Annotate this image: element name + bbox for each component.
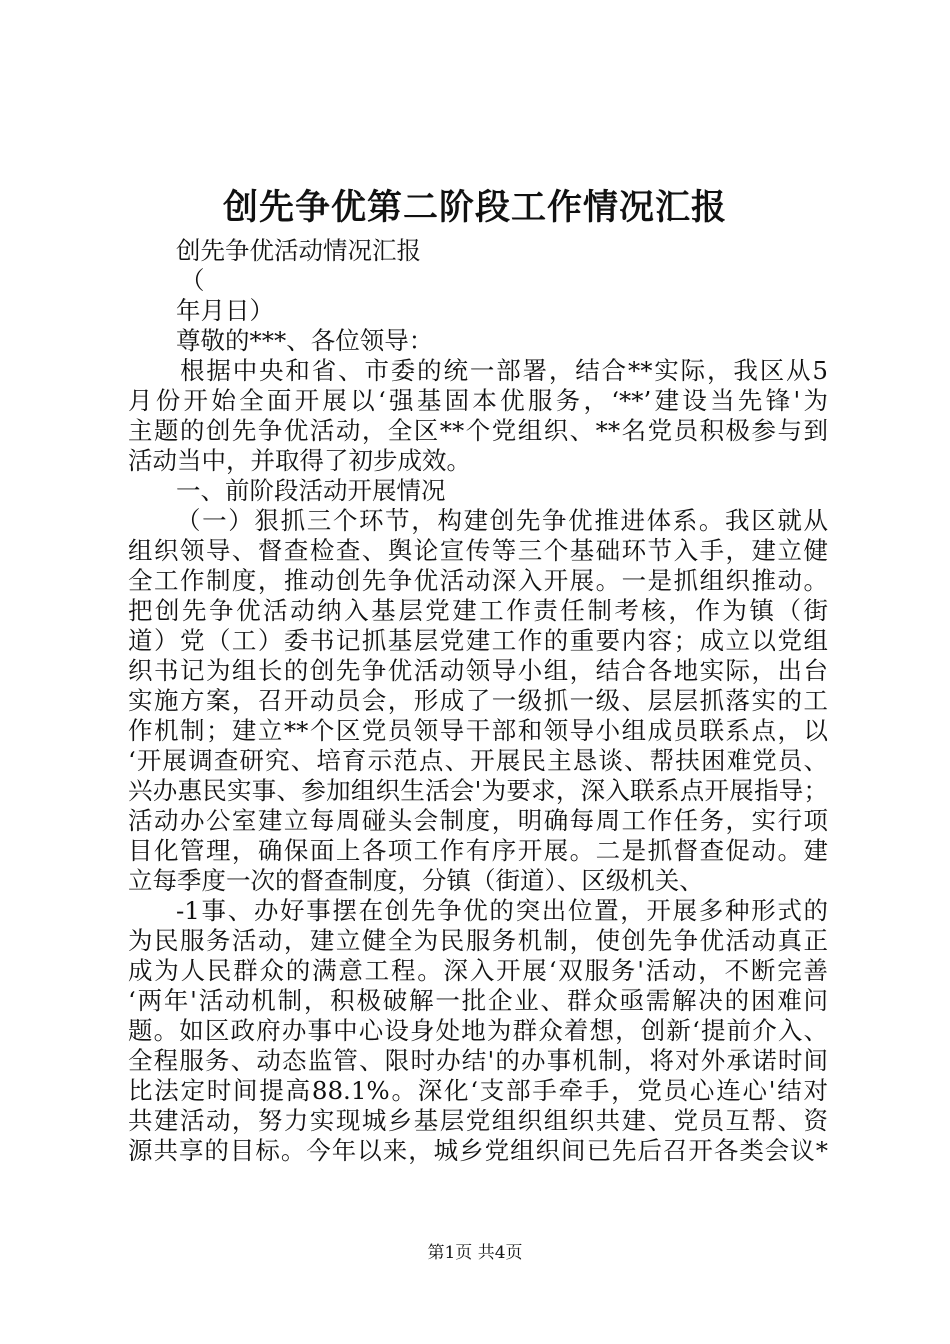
paragraph-line: 全程服务、动态监管、限时办结'的办事机制，将对外承诺时间 — [128, 1046, 828, 1075]
paragraph-line: 活动当中，并取得了初步成效。 — [128, 446, 471, 475]
date-line: 年月日） — [176, 296, 274, 325]
paragraph-line: 立每季度一次的督查制度，分镇（街道）、区级机关、 — [128, 866, 704, 895]
paragraph-line: 织书记为组长的创先争优活动领导小组，结合各地实际，出台 — [128, 656, 828, 685]
paragraph-line: （一）狠抓三个环节，构建创先争优推进体系。我区就从 — [176, 506, 828, 535]
paragraph-line: 题。如区政府办事中心设身处地为群众着想，创新‘提前介入、 — [128, 1016, 828, 1045]
paragraph-line: 成为人民群众的满意工程。深入开展‘双服务'活动，不断完善 — [128, 956, 828, 985]
paragraph-line: 比法定时间提高88.1%。深化‘支部手牵手，党员心连心'结对 — [128, 1076, 828, 1105]
paragraph-line: 活动办公室建立每周碰头会制度，明确每周工作任务，实行项 — [128, 806, 828, 835]
paragraph-line: ‘开展调查研究、培育示范点、开展民主恳谈、帮扶困难党员、 — [128, 746, 828, 775]
page-footer: 第1页 共4页 — [427, 1243, 523, 1263]
paragraph-line: 月份开始全面开展以‘强基固本优服务，‘**’建设当先锋'为 — [128, 386, 828, 415]
paragraph-line: 实施方案，召开动员会，形成了一级抓一级、层层抓落实的工 — [128, 686, 828, 715]
paragraph-line: 为民服务活动，建立健全为民服务机制，使创先争优活动真正 — [128, 926, 828, 955]
paragraph-line: 源共享的目标。今年以来，城乡党组织间已先后召开各类会议* — [128, 1136, 828, 1165]
section-heading: 一、前阶段活动开展情况 — [176, 476, 446, 505]
paragraph-line: 兴办惠民实事、参加组织生活会'为要求，深入联系点开展指导； — [128, 776, 828, 805]
salutation-line: 尊敬的***、各位领导： — [176, 326, 434, 355]
paragraph-line: 共建活动，努力实现城乡基层党组织组织共建、党员互帮、资 — [128, 1106, 828, 1135]
paragraph-line: 目化管理，确保面上各项工作有序开展。二是抓督查促动。建 — [128, 836, 828, 865]
paragraph-line: 道）党（工）委书记抓基层党建工作的重要内容；成立以党组 — [128, 626, 828, 655]
paragraph-line: 主题的创先争优活动，全区**个党组织、**名党员积极参与到 — [128, 416, 828, 445]
paragraph-line: 组织领导、督查检查、舆论宣传等三个基础环节入手，建立健 — [128, 536, 828, 565]
document-body — [128, 236, 828, 1166]
document-title: 创先争优第二阶段工作情况汇报 — [222, 187, 727, 228]
paragraph-line: 根据中央和省、市委的统一部署，结合**实际，我区从5 — [180, 356, 828, 385]
paragraph-line: -1事、办好事摆在创先争优的突出位置，开展多种形式的 — [176, 896, 828, 925]
paragraph-line: ‘两年'活动机制，积极破解一批企业、群众亟需解决的困难问 — [128, 986, 828, 1015]
paragraph-line: 全工作制度，推动创先争优活动深入开展。一是抓组织推动。 — [128, 566, 828, 595]
paragraph-line: 把创先争优活动纳入基层党建工作责任制考核，作为镇（街 — [128, 596, 828, 625]
date-open-paren-line: （ — [180, 266, 205, 295]
paragraph-line: 作机制；建立**个区党员领导干部和领导小组成员联系点，以 — [128, 716, 828, 745]
subtitle-line: 创先争优活动情况汇报 — [176, 236, 421, 265]
